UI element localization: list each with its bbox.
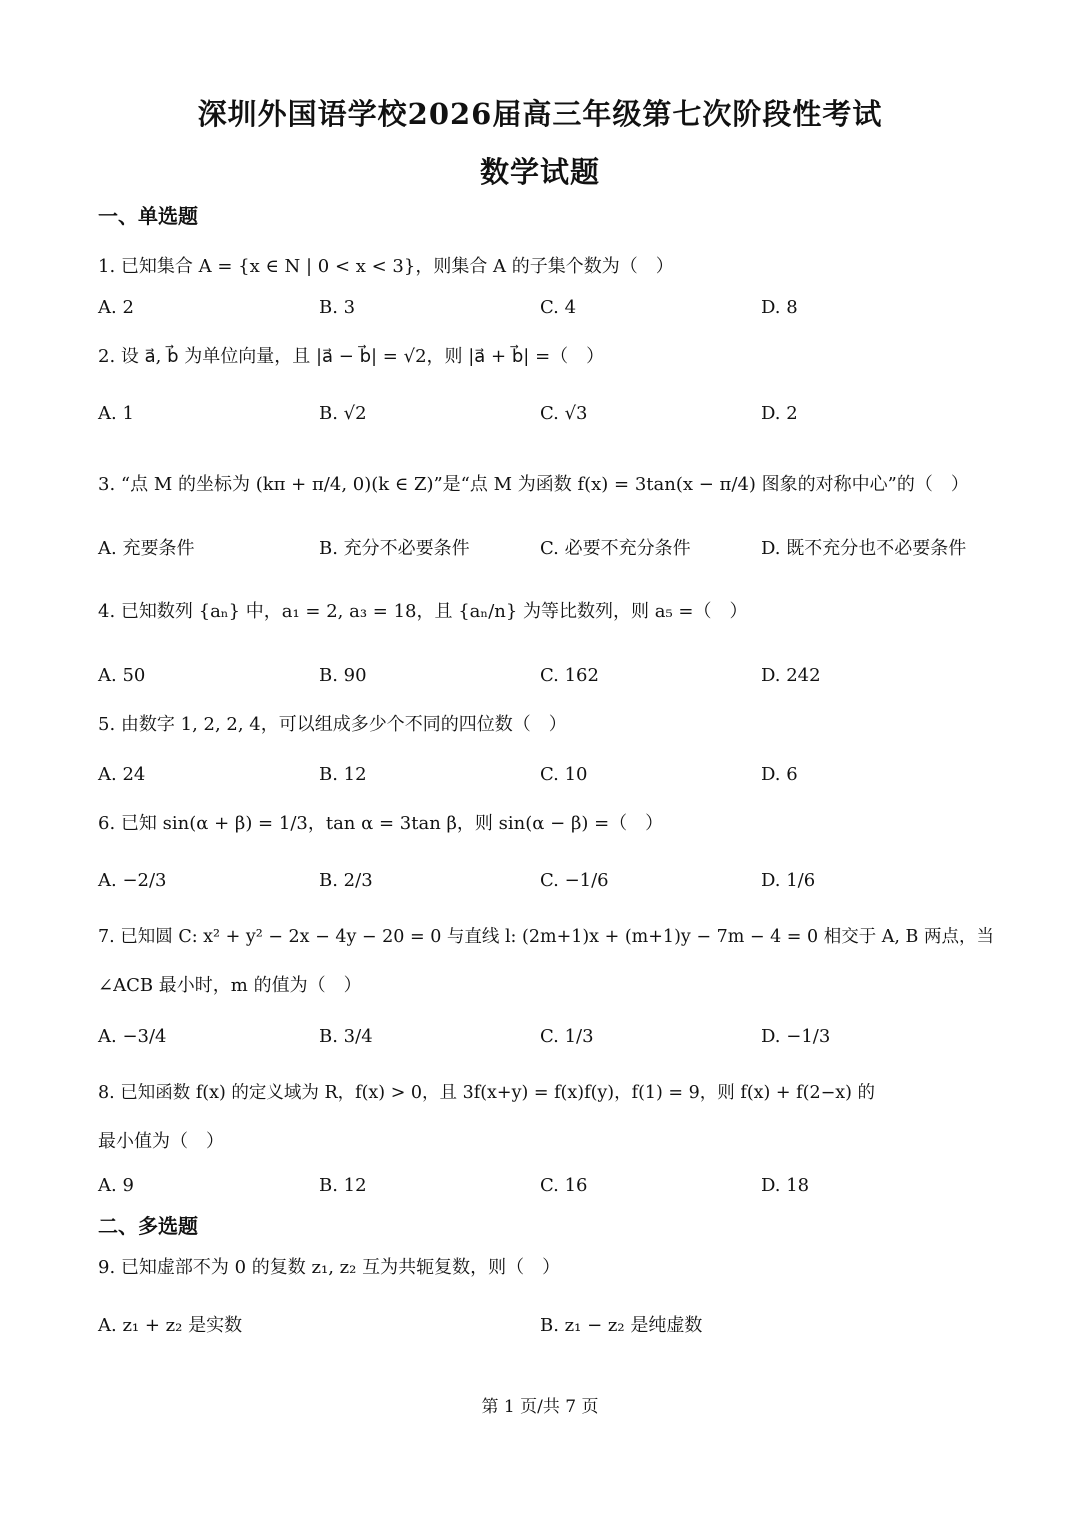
question-5-option-c: C. 10 [540, 764, 588, 785]
question-7-option-a: A. −3/4 [98, 1026, 167, 1047]
question-8-option-b: B. 12 [319, 1175, 367, 1196]
question-3-option-a: A. 充要条件 [98, 538, 195, 559]
question-6-option-b: B. 2/3 [319, 870, 373, 891]
question-7-option-d: D. −1/3 [761, 1026, 831, 1047]
question-7-option-c: C. 1/3 [540, 1026, 594, 1047]
question-7-stem-continued: ∠ACB 最小时，m 的值为（ ） [98, 975, 362, 996]
question-1-stem: 1. 已知集合 A = {x ∈ N | 0 < x < 3}，则集合 A 的子集个数为（ ） [98, 256, 674, 277]
question-3-stem: 3. “点 M 的坐标为 (kπ + π/4, 0)(k ∈ Z)”是“点 M 为函数 f(x) = 3tan(x − π/4) 图象的对称中心”的（ ） [98, 474, 969, 495]
question-6-option-d: D. 1/6 [761, 870, 816, 891]
question-7-option-b: B. 3/4 [319, 1026, 373, 1047]
question-7-stem: 7. 已知圆 C: x² + y² − 2x − 4y − 20 = 0 与直线 l: (2m+1)x + (m+1)y − 7m − 4 = 0 相交于 A, B 两点，当 [98, 927, 994, 947]
question-2-option-b: B. √2 [319, 403, 367, 424]
question-2-option-d: D. 2 [761, 403, 798, 424]
question-8-option-a: A. 9 [98, 1175, 134, 1196]
question-5-option-d: D. 6 [761, 764, 798, 785]
question-4-option-b: B. 90 [319, 665, 367, 686]
question-5-option-a: A. 24 [98, 764, 146, 785]
question-4-option-c: C. 162 [540, 665, 599, 686]
question-6-option-c: C. −1/6 [540, 870, 609, 891]
question-1-option-d: D. 8 [761, 297, 798, 318]
question-1-option-c: C. 4 [540, 297, 577, 318]
question-2-stem: 2. 设 a⃗, b⃗ 为单位向量，且 |a⃗ − b⃗| = √2，则 |a⃗ + b⃗| =（ ） [98, 346, 605, 367]
question-4-stem: 4. 已知数列 {aₙ} 中，a₁ = 2, a₃ = 18，且 {aₙ/n} 为等比数列，则 a₅ =（ ） [98, 601, 748, 622]
exam-subtitle: 数学试题 [479, 155, 600, 189]
question-8-stem: 8. 已知函数 f(x) 的定义域为 R，f(x) > 0，且 3f(x+y) = f(x)f(y)，f(1) = 9，则 f(x) + f(2−x) 的 [98, 1083, 876, 1103]
question-8-stem-continued: 最小值为（ ） [98, 1131, 224, 1152]
question-1-option-b: B. 3 [319, 297, 356, 318]
question-5-option-b: B. 12 [319, 764, 367, 785]
exam-title: 深圳外国语学校2026届高三年级第七次阶段性考试 [197, 97, 883, 131]
question-4-option-a: A. 50 [98, 665, 146, 686]
question-9-option-b: B. z₁ − z₂ 是纯虚数 [540, 1315, 703, 1336]
question-3-option-c: C. 必要不充分条件 [540, 538, 691, 559]
question-5-stem: 5. 由数字 1, 2, 2, 4，可以组成多少个不同的四位数（ ） [98, 714, 567, 735]
page-number: 第 1 页/共 7 页 [481, 1397, 599, 1417]
question-2-option-c: C. √3 [540, 403, 588, 424]
question-3-option-d: D. 既不充分也不必要条件 [761, 538, 967, 559]
question-6-option-a: A. −2/3 [98, 870, 167, 891]
section-heading-single-choice: 一、单选题 [98, 204, 198, 228]
question-4-option-d: D. 242 [761, 665, 821, 686]
question-3-option-b: B. 充分不必要条件 [319, 538, 470, 559]
section-heading-multiple-choice: 二、多选题 [98, 1214, 198, 1238]
question-9-option-a: A. z₁ + z₂ 是实数 [98, 1315, 243, 1336]
question-2-option-a: A. 1 [98, 403, 134, 424]
question-8-option-c: C. 16 [540, 1175, 588, 1196]
question-9-stem: 9. 已知虚部不为 0 的复数 z₁, z₂ 互为共轭复数，则（ ） [98, 1257, 561, 1278]
question-8-option-d: D. 18 [761, 1175, 810, 1196]
question-6-stem: 6. 已知 sin(α + β) = 1/3，tan α = 3tan β，则 sin(α − β) =（ ） [98, 813, 664, 834]
question-1-option-a: A. 2 [98, 297, 134, 318]
